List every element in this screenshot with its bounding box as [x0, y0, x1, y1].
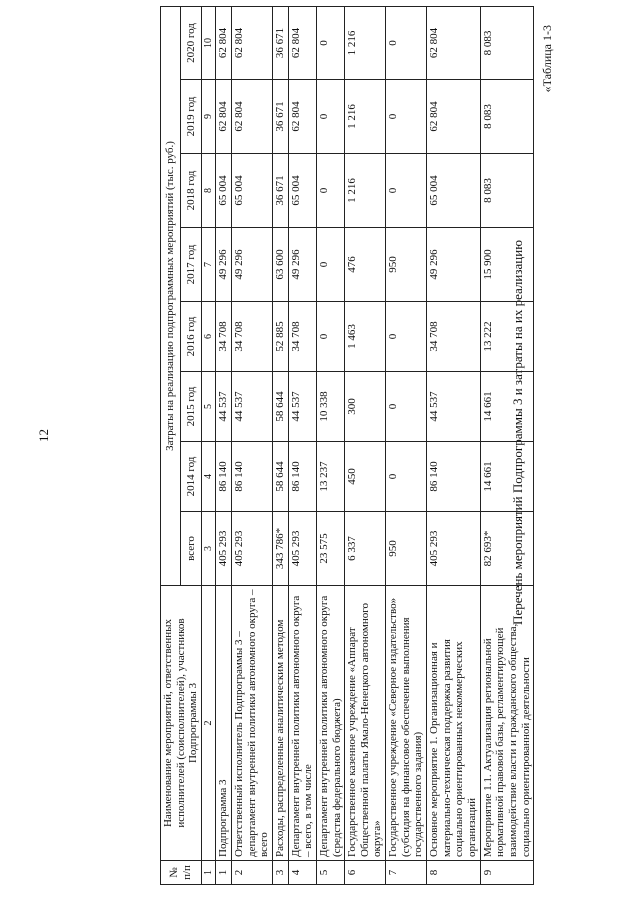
cost-value: 86 140 [232, 442, 273, 512]
row-name: Департамент внутренней политики автономного округа – всего, в том числе [288, 586, 316, 861]
cost-value: 62 804 [288, 6, 316, 79]
cost-value: 0 [316, 228, 344, 302]
page-number: 12 [36, 429, 51, 442]
header-costs: Затраты на реализацию подпрограммных мероприятий (тыс. руб.) [161, 6, 181, 585]
cost-value: 65 004 [216, 154, 232, 228]
cost-value: 15 900 [480, 228, 534, 302]
cost-value: 44 537 [232, 372, 273, 442]
cost-value: 405 293 [427, 512, 481, 586]
cost-value: 49 296 [427, 228, 481, 302]
cost-value: 1 216 [345, 154, 386, 228]
column-index: 2 [201, 586, 216, 861]
column-index: 3 [201, 512, 216, 586]
row-number: 6 [345, 861, 386, 885]
cost-value: 950 [386, 512, 427, 586]
table-row [386, 6, 427, 884]
column-index: 5 [201, 372, 216, 442]
cost-value: 49 296 [232, 228, 273, 302]
cost-value: 8 083 [480, 154, 534, 228]
cost-value: 62 804 [216, 6, 232, 79]
column-index: 7 [201, 228, 216, 302]
cost-value: 1 216 [345, 6, 386, 79]
cost-value: 0 [386, 302, 427, 372]
cost-value: 23 575 [316, 512, 344, 586]
row-name: Расходы, распределенные аналитическим методом [272, 586, 288, 861]
cost-value: 62 804 [427, 6, 481, 79]
cost-value: 58 644 [272, 372, 288, 442]
cost-value: 405 293 [232, 512, 273, 586]
document-title: Перечень мероприятий Подпрограммы 3 и затраты на их реализацию [510, 240, 525, 625]
cost-value: 34 708 [427, 302, 481, 372]
cost-value: 49 296 [216, 228, 232, 302]
cost-value: 62 804 [427, 80, 481, 154]
table-row [427, 6, 481, 884]
table-row [232, 6, 273, 884]
cost-value: 0 [316, 302, 344, 372]
cost-value: 0 [386, 80, 427, 154]
cost-value: 36 671 [272, 154, 288, 228]
table-row [216, 6, 232, 884]
cost-value: 405 293 [216, 512, 232, 586]
cost-value: 62 804 [288, 80, 316, 154]
cost-value: 86 140 [288, 442, 316, 512]
cost-value: 62 804 [216, 80, 232, 154]
header-no: № п/п [161, 861, 202, 885]
cost-value: 0 [386, 6, 427, 79]
cost-value: 14 661 [480, 372, 534, 442]
cost-value: 34 708 [216, 302, 232, 372]
table-label: «Таблица 1-3 [540, 25, 554, 93]
header-year: 2015 год [181, 372, 201, 442]
row-name: Основное мероприятие 1. Организационная и материально-техническая поддержка развития социально ориентированных некоммерческих организаций [427, 586, 481, 861]
table-row [480, 6, 534, 884]
row-name: Государственное учреждение «Северное издательство» (субсидия на финансовое обеспечение выполнения государственного задания) [386, 586, 427, 861]
cost-value: 1 463 [345, 302, 386, 372]
column-index: 4 [201, 442, 216, 512]
cost-value: 0 [386, 442, 427, 512]
row-number: 5 [316, 861, 344, 885]
cost-value: 86 140 [216, 442, 232, 512]
row-number: 1 [216, 861, 232, 885]
table-row [316, 6, 344, 884]
row-number: 7 [386, 861, 427, 885]
row-name: Подпрограмма 3 [216, 586, 232, 861]
row-number: 3 [272, 861, 288, 885]
row-number: 4 [288, 861, 316, 885]
cost-value: 62 804 [232, 6, 273, 79]
cost-value: 450 [345, 442, 386, 512]
cost-value: 6 337 [345, 512, 386, 586]
header-total: всего [181, 512, 201, 586]
cost-value: 82 693* [480, 512, 534, 586]
row-number: 8 [427, 861, 481, 885]
cost-value: 34 708 [288, 302, 316, 372]
cost-value: 1 216 [345, 80, 386, 154]
cost-value: 49 296 [288, 228, 316, 302]
cost-value: 8 083 [480, 6, 534, 79]
cost-value: 63 600 [272, 228, 288, 302]
column-index: 8 [201, 154, 216, 228]
cost-value: 52 885 [272, 302, 288, 372]
cost-value: 0 [316, 154, 344, 228]
table-row [288, 6, 316, 884]
cost-value: 476 [345, 228, 386, 302]
header-year: 2014 год [181, 442, 201, 512]
row-number: 2 [232, 861, 273, 885]
header-year: 2018 год [181, 154, 201, 228]
cost-value: 44 537 [216, 372, 232, 442]
cost-value: 0 [386, 154, 427, 228]
cost-value: 36 671 [272, 80, 288, 154]
cost-value: 13 222 [480, 302, 534, 372]
header-year: 2019 год [181, 80, 201, 154]
table-row [345, 6, 386, 884]
cost-value: 300 [345, 372, 386, 442]
table-row [272, 6, 288, 884]
cost-value: 86 140 [427, 442, 481, 512]
cost-value: 0 [316, 80, 344, 154]
cost-value: 44 537 [288, 372, 316, 442]
column-index: 1 [201, 861, 216, 885]
cost-value: 950 [386, 228, 427, 302]
cost-value: 13 237 [316, 442, 344, 512]
column-index: 9 [201, 80, 216, 154]
row-name: Департамент внутренней политики автономного округа (средства федерального бюджета) [316, 586, 344, 861]
cost-value: 65 004 [288, 154, 316, 228]
cost-value: 343 786* [272, 512, 288, 586]
column-index: 6 [201, 302, 216, 372]
cost-value: 58 644 [272, 442, 288, 512]
cost-value: 8 083 [480, 80, 534, 154]
row-name: Ответственный исполнитель Подпрограммы 3 – департамент внутренней политики автономного округа – всего [232, 586, 273, 861]
column-index: 10 [201, 6, 216, 79]
cost-value: 65 004 [232, 154, 273, 228]
cost-value: 62 804 [232, 80, 273, 154]
cost-value: 0 [316, 6, 344, 79]
cost-value: 44 537 [427, 372, 481, 442]
cost-value: 0 [386, 372, 427, 442]
cost-value: 405 293 [288, 512, 316, 586]
cost-value: 14 661 [480, 442, 534, 512]
costs-table [160, 6, 534, 885]
header-year: 2020 год [181, 6, 201, 79]
row-name: Мероприятие 1.1. Актуализация региональной нормативной правовой базы, регламентирующей взаимодействие власти и гражданского общества, социально ориентированной деятельности [480, 586, 534, 861]
header-year: 2016 год [181, 302, 201, 372]
header-name: Наименование мероприятий, ответственных исполнителей (соисполнителей), участников Подпрограммы 3 [161, 586, 202, 861]
row-number: 9 [480, 861, 534, 885]
cost-value: 34 708 [232, 302, 273, 372]
row-name: Государственное казенное учреждение «Аппарат Общественной палаты Ямало-Ненецкого автономного округа» [345, 586, 386, 861]
cost-value: 36 671 [272, 6, 288, 79]
header-year: 2017 год [181, 228, 201, 302]
cost-value: 65 004 [427, 154, 481, 228]
cost-value: 10 338 [316, 372, 344, 442]
